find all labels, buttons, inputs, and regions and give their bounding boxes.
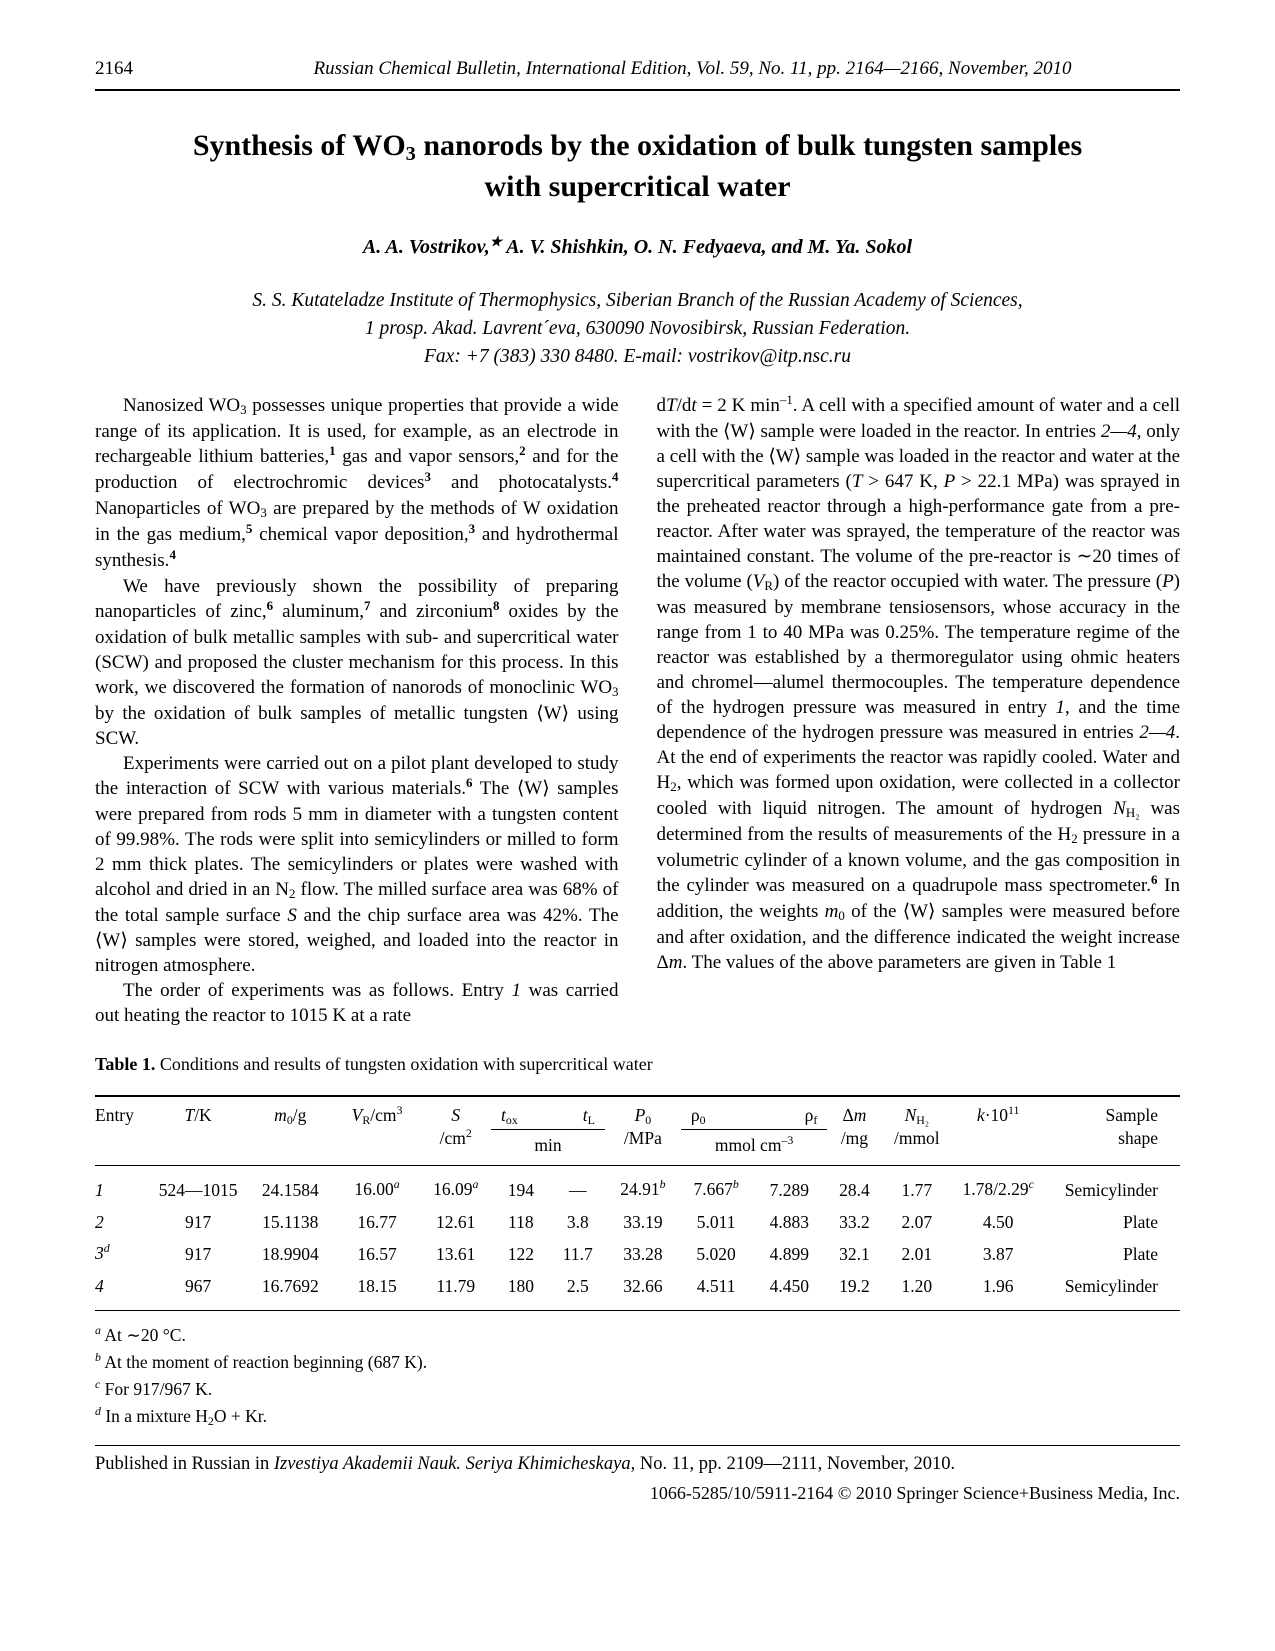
table-cell: 33.28	[623, 1244, 663, 1264]
table-cell: 19.2	[839, 1276, 870, 1296]
left-column	[95, 393, 619, 1028]
authors-line: A. A. Vostrikov,★ A. V. Shishkin, O. N. Fedyaeva, and M. Ya. Sokol	[362, 233, 913, 258]
column-header-hydrogen-amount: $N_{H_2}$ /mmol	[882, 1096, 953, 1166]
affiliation-institute: S. S. Kutateladze Institute of Thermophysics, Siberian Branch of the Russian Academy of Sciences,	[252, 290, 1023, 311]
table-row	[95, 1238, 1180, 1271]
table-cell: 16.09$^a$	[433, 1177, 479, 1199]
table-cell: 28.4	[839, 1180, 870, 1200]
table-cell: 16.57	[357, 1244, 397, 1264]
column-header-initial-density: $\rho_0$	[690, 1105, 706, 1127]
table-cell: 16.7692	[261, 1276, 319, 1296]
table-cell: 33.19	[623, 1212, 663, 1232]
article-title-line1: Synthesis of $WO_3$ nanorods by the oxidation of bulk tungsten samples	[192, 129, 1083, 166]
paragraph: Nanosized $WO_3$ possesses unique properties that provide a wide range of its application. It is used, for example, as an electrode in rechargeable lithium batteries,$^1$ gas and vapor sensors,$^2$ and for the production of electrochromic devices$^3$ and photocatalysts.$^4$ Nanoparticles of $WO_3$ are prepared by the methods of W oxidation in the gas medium,$^5$ chemical vapor deposition,$^3$ and hydrothermal synthesis.$^4$	[95, 395, 619, 571]
paragraph: Experiments were carried out on a pilot plant developed to study the interaction of SCW with various materials.$^6$ The ⟨W⟩ samples were prepared from rods 5 mm in diameter with a tungsten content of 99.98%. The rods were split into semicylinders or milled to form 2 mm thick plates. The semicylinders or plates were washed with alcohol and dried in an $N_2$ flow. The milled surface area was 68% of the total sample surface S and the chip surface area was 42%. The ⟨W⟩ samples were stored, weighed, and loaded into the reactor in nitrogen atmosphere.	[95, 753, 619, 976]
table-row	[95, 1207, 1180, 1238]
column-header-temperature: T/K	[149, 1096, 247, 1166]
density-unit: mmol $cm^{-3}$	[714, 1133, 794, 1155]
affiliation-contact: Fax: +7 (383) 330 8480. E-mail: vostrikov@itp.nsc.ru	[424, 346, 851, 367]
table-cell: 194	[507, 1180, 534, 1200]
column-header-mass-gain: Δm /mg	[827, 1096, 881, 1166]
table-cell: 24.91$^b$	[620, 1177, 666, 1199]
right-column	[657, 393, 1181, 1028]
table-cell: 5.020	[696, 1244, 736, 1264]
table-cell: 4.50	[982, 1212, 1014, 1232]
article-title	[95, 127, 1180, 206]
results-table	[95, 1095, 1180, 1311]
table-body	[95, 1166, 1180, 1311]
table-cell: 15.1138	[262, 1212, 319, 1232]
article-title-line2: with supercritical water	[484, 170, 791, 203]
table-cell: 24.1584	[261, 1180, 319, 1200]
column-header-density-group	[681, 1096, 827, 1166]
table-cell: 4.511	[696, 1276, 736, 1296]
table-caption-text: Conditions and results of tungsten oxidation with supercritical water	[155, 1054, 653, 1074]
table-cell: 18.9904	[261, 1244, 319, 1264]
table-caption-label: Table 1.	[95, 1054, 156, 1074]
affiliation-address: 1 prosp. Akad. Lavrent´eva, 630090 Novosibirsk, Russian Federation.	[364, 318, 911, 339]
table-cell: 16.77	[357, 1212, 397, 1232]
table-cell: 16.00$^a$	[354, 1177, 400, 1199]
table-cell: Semicylinder	[1064, 1276, 1158, 1296]
footnote-c: $^c$ For 917/967 K.	[95, 1377, 213, 1399]
table-cell: 32.1	[839, 1244, 870, 1264]
body-text	[95, 393, 1180, 1028]
footnote-b: $^b$ At the moment of reaction beginning (687 K).	[95, 1350, 428, 1372]
table-cell: 2	[95, 1212, 104, 1232]
paragraph: The order of experiments was as follows. Entry 1 was carried out heating the reactor to 1015 K at a rate	[95, 980, 619, 1026]
table-cell: 11.7	[562, 1244, 593, 1264]
copyright-line: 1066-5285/10/5911-2164 © 2010 Springer Science+Business Media, Inc.	[649, 1483, 1180, 1503]
column-header-initial-mass: $m_0/g$	[247, 1096, 334, 1166]
table-cell: Plate	[1123, 1212, 1158, 1232]
table-cell: 13.61	[436, 1244, 476, 1264]
paragraph: We have previously shown the possibility of preparing nanoparticles of zinc,$^6$ aluminum,$^7$ and zirconium$^8$ oxides by the oxidation of bulk metallic samples with sub- and supercritical water (SCW) and proposed the cluster mechanism for this process. In this work, we discovered the formation of nanorods of monoclinic $WO_3$ by the oxidation of bulk samples of metallic tungsten ⟨W⟩ using SCW.	[95, 576, 619, 749]
table-cell: 4	[95, 1276, 104, 1296]
table-cell: 4.450	[769, 1276, 810, 1296]
footnote-d: $^d$ In a mixture $H_2O + Kr$.	[95, 1404, 267, 1428]
time-unit: min	[534, 1135, 562, 1155]
table-header	[95, 1096, 1180, 1166]
table-cell: 11.79	[436, 1276, 476, 1296]
column-header-lag-time: $t_L$	[582, 1105, 595, 1127]
column-header-final-density: $\rho_f$	[804, 1105, 818, 1127]
table-cell: 3.87	[982, 1244, 1014, 1264]
table-cell: 1.78/2.29$^c$	[962, 1177, 1034, 1199]
table-caption	[95, 1054, 1180, 1075]
published-in-russian-note: Published in Russian in Izvestiya Akademii Nauk. Seriya Khimicheskaya, No. 11, pp. 2109—2111, November, 2010.	[95, 1454, 956, 1474]
table1-section	[95, 1054, 1180, 1431]
table-cell: 967	[184, 1276, 212, 1296]
table-cell: 4.883	[769, 1212, 810, 1232]
table-cell: 118	[508, 1212, 534, 1232]
footer-rule	[95, 1445, 1180, 1446]
footnote-a: $^a$ At ∼20 °C.	[95, 1323, 186, 1345]
paragraph: dT/dt = 2 K $\min^{-1}$. A cell with a specified amount of water and a cell with the ⟨W⟩ sample were loaded in the reactor. In entries 2—4, only a cell with the ⟨W⟩ sample was loaded in the reactor and water at the supercritical parameters (T > 647 K, P > 22.1 MPa) was sprayed in the preheated reactor through a high-performance gate from a pre-reactor. After water was sprayed, the temperature of the reactor was maintained constant. The volume of the pre-reactor is ∼20 times of the volume $(V_R)$ of the reactor occupied with water. The pressure (P) was measured by membrane tensiosensors, whose accuracy in the range from 1 to 40 MPa was 0.25%. The temperature regime of the reactor was established by a thermoregulator using ohmic heaters and chromel—alumel thermocouples. The temperature dependence of the hydrogen pressure was measured in entry 1, and the time dependence of the hydrogen pressure was measured in entries 2—4. At the end of experiments the reactor was rapidly cooled. Water and $H_2$, which was formed upon oxidation, were collected in a collector cooled with liquid nitrogen. The amount of hydrogen $N_{H_2}$ was determined from the results of measurements of the $H_2$ pressure in a volumetric cylinder of a known volume, and the gas composition in the cylinder was measured on a quadrupole mass spectrometer.$^6$ In addition, the weights $m_0$ of the ⟨W⟩ samples were measured before and after oxidation, and the difference indicated the weight increase Δm. The values of the above parameters are given in Table 1	[656, 391, 1181, 973]
table-footnotes	[95, 1323, 1180, 1431]
table-cell: 7.289	[769, 1180, 810, 1200]
affiliation-block	[95, 287, 1180, 371]
table-cell: 3.8	[566, 1212, 589, 1232]
table-cell: 12.61	[436, 1212, 476, 1232]
table-cell: Plate	[1123, 1244, 1158, 1264]
table-cell: 122	[507, 1244, 534, 1264]
table-cell: 1	[95, 1180, 104, 1200]
table-cell: 3$^d$	[95, 1241, 110, 1263]
table-cell: 917	[184, 1212, 212, 1232]
table-cell: 2.07	[901, 1212, 933, 1232]
column-header-oxidation-time: $t_{ox}$	[501, 1105, 518, 1127]
table-cell: 5.011	[696, 1212, 736, 1232]
journal-title-line: Russian Chemical Bulletin, International Edition, Vol. 59, No. 11, pp. 2164—2166, November, 2010	[313, 58, 1072, 79]
column-header-sample-shape: Sample shape	[1044, 1096, 1180, 1166]
column-header-surface: S $/cm^2$	[420, 1096, 491, 1166]
table-cell: 4.899	[769, 1244, 810, 1264]
table-cell: 1.96	[982, 1276, 1014, 1296]
column-header-initial-pressure: $P_0$ /MPa	[605, 1096, 681, 1166]
table-cell: 18.15	[357, 1276, 397, 1296]
table-cell: 32.66	[623, 1276, 663, 1296]
table-cell: 2.5	[566, 1276, 589, 1296]
column-header-reactor-volume: $V_R/cm^3$	[334, 1096, 421, 1166]
column-header-entry: Entry	[95, 1096, 149, 1166]
page-number: 2164	[95, 58, 133, 79]
table-cell: 1.77	[901, 1180, 933, 1200]
table-cell: 7.667$^b$	[693, 1177, 739, 1199]
column-header-rate-constant: $k\cdot 10^{11}$	[952, 1096, 1044, 1166]
table-row	[95, 1166, 1180, 1208]
table-cell: —	[569, 1180, 587, 1200]
table-cell: Semicylinder	[1064, 1180, 1158, 1200]
table-cell: 1.20	[901, 1276, 933, 1296]
table-row	[95, 1271, 1180, 1311]
table-cell: 917	[184, 1244, 212, 1264]
table-cell: 33.2	[839, 1212, 870, 1232]
table-cell: 524—1015	[158, 1180, 238, 1200]
table-cell: 2.01	[901, 1244, 933, 1264]
column-header-time-group	[491, 1096, 605, 1166]
table-cell: 180	[507, 1276, 534, 1296]
running-head	[95, 58, 1180, 91]
